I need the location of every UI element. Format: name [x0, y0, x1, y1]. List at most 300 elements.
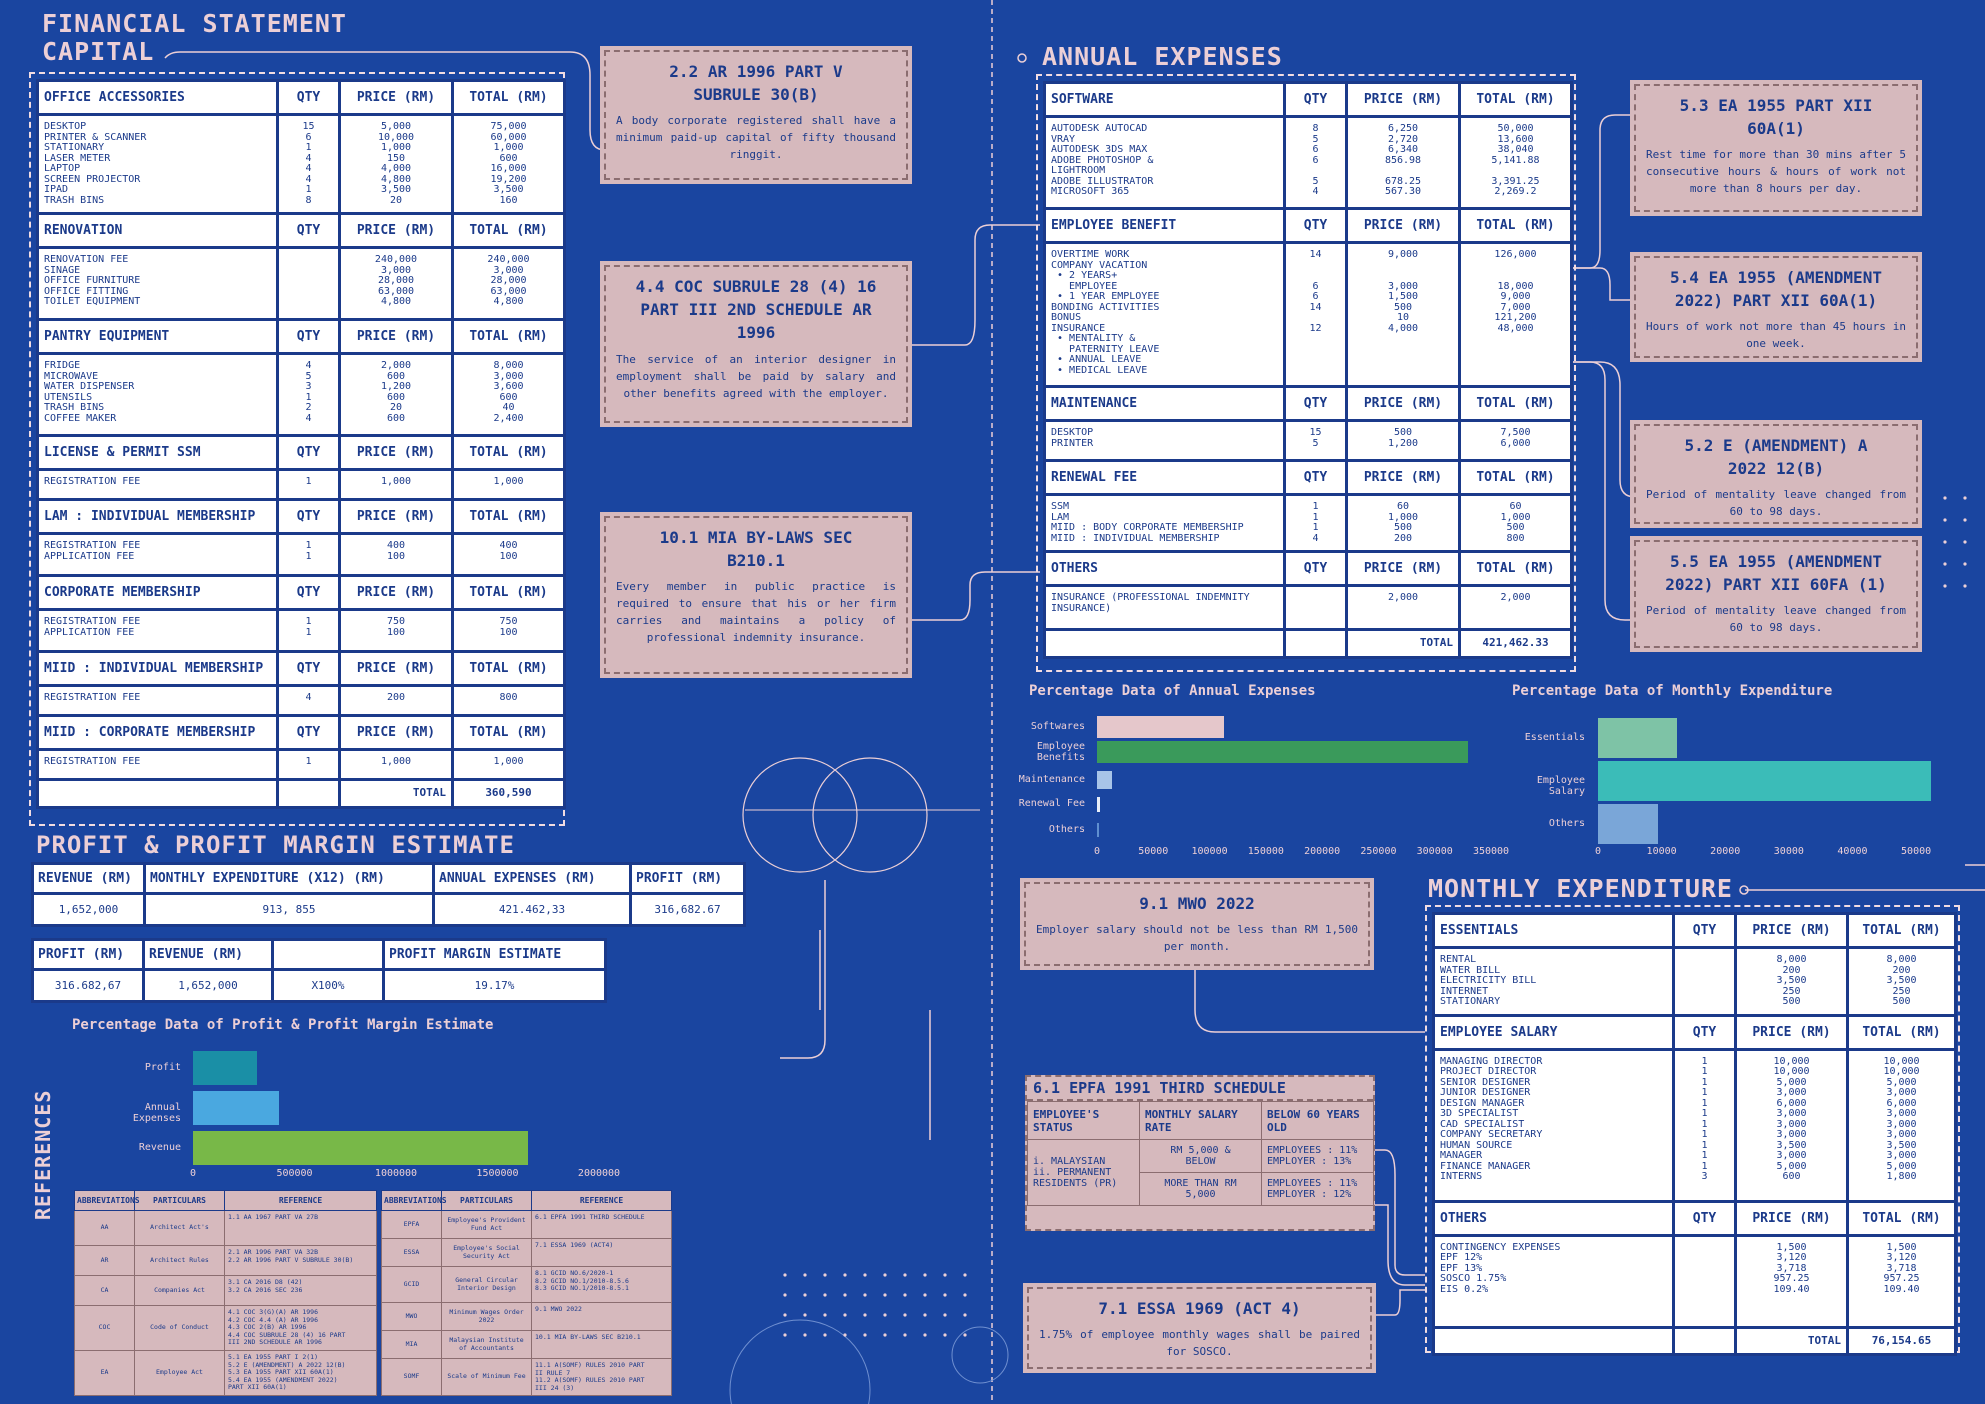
section-price: 10,000 10,000 5,000 3,000 6,000 3,000 3,000 3,000 3,500 3,000 5,000 600: [1736, 1049, 1848, 1201]
epfa-status: i. MALAYSIAN ii. PERMANENT RESIDENTS (PR): [1028, 1140, 1140, 1206]
ref-row: [75, 1246, 377, 1276]
capital-title-line2: CAPITAL: [42, 36, 155, 66]
note-title: 10.1 MIA BY-LAWS SEC B210.1: [659, 528, 853, 571]
section-items-row: [1045, 495, 1572, 552]
references-table-right: [381, 1190, 672, 1396]
section-items: OVERTIME WORK COMPANY VACATION • 2 YEARS+ EMPLOYEE • 1 YEAR EMPLOYEE BONDING ACTIVITIES BONUS INSURANCE • MENTALITY & PATERNITY LEAVE • ANNUAL LEAVE • MEDICAL LEAVE: [1045, 243, 1285, 387]
section-price: 2,000: [1347, 586, 1460, 630]
section-items: DESKTOP PRINTER & SCANNER STATIONARY LASER METER LAPTOP SCREEN PROJECTOR IPAD TRASH BINS: [38, 115, 278, 214]
section-header-row: [38, 214, 565, 248]
grand-total-row: [38, 780, 565, 808]
ref-reference: 10.1 MIA BY-LAWS SEC B210.1: [532, 1331, 672, 1359]
profit-table-2: [31, 938, 607, 1003]
ref-row: [75, 1276, 377, 1306]
chart-title: Percentage Data of Monthly Expenditure: [1512, 683, 1833, 699]
note-body: Period of mentality leave changed from 60 to 98 days.: [1646, 604, 1906, 635]
ref-reference: 6.1 EPFA 1991 THIRD SCHEDULE: [532, 1211, 672, 1239]
section-price: 8,000 200 3,500 250 500: [1736, 948, 1848, 1016]
section-items-row: [1045, 117, 1572, 209]
chart-title: Percentage Data of Annual Expenses: [1029, 683, 1316, 699]
grand-total-value: 360,590: [453, 780, 565, 808]
section-total: 7,500 6,000: [1460, 421, 1572, 461]
total-header: TOTAL (RM): [1460, 387, 1572, 421]
epfa-header-age: BELOW 60 YEARS OLD: [1262, 1102, 1374, 1140]
section-name: MAINTENANCE: [1045, 387, 1285, 421]
ref-header: ABBREVIATIONS: [382, 1191, 442, 1211]
section-items-row: [1434, 1235, 1956, 1327]
section-name: OTHERS: [1045, 552, 1285, 586]
note-body: Employer salary should not be less than RM 1,500 per month.: [1036, 923, 1358, 954]
ref-particulars: Employee Act: [135, 1351, 225, 1396]
total-header: TOTAL (RM): [1848, 914, 1956, 948]
value-profit-margin: 19.17%: [384, 970, 606, 1002]
section-items-row: [38, 115, 565, 214]
note-title: 5.2 E (AMENDMENT) A 2022 12(B): [1684, 436, 1868, 479]
ref-row: [382, 1267, 672, 1303]
note-title: 7.1 ESSA 1969 (ACT 4): [1098, 1299, 1301, 1318]
ref-abbreviation: AA: [75, 1211, 135, 1246]
ref-header: PARTICULARS: [442, 1191, 532, 1211]
value-profit: 316,682.67: [631, 894, 745, 926]
note-ea-60fa: [1634, 540, 1918, 648]
section-header-row: [38, 500, 565, 534]
section-qty: 14 6 6 14 12: [1285, 243, 1347, 387]
section-header-row: [1045, 209, 1572, 243]
grand-total-label: TOTAL: [340, 780, 453, 808]
total-header: TOTAL (RM): [453, 81, 565, 115]
total-header: TOTAL (RM): [1848, 1015, 1956, 1049]
section-items-row: [38, 534, 565, 576]
section-items: REGISTRATION FEE APPLICATION FEE: [38, 534, 278, 576]
note-essa-1969: [1027, 1287, 1372, 1369]
section-total: 800: [453, 686, 565, 716]
chart-tick-label: 2000000: [577, 1168, 621, 1179]
qty-header: QTY: [1285, 83, 1347, 117]
chart-tick-label: 0: [189, 1168, 197, 1179]
chart-tick-label: 500000: [276, 1168, 313, 1179]
total-header: TOTAL (RM): [1460, 461, 1572, 495]
capital-title: [42, 10, 347, 65]
section-price: 9,000 3,000 1,500 500 10 4,000: [1347, 243, 1460, 387]
price-header: PRICE (RM): [1736, 914, 1848, 948]
section-total: 10,000 10,000 5,000 3,000 6,000 3,000 3,000 3,000 3,500 3,000 5,000 1,800: [1848, 1049, 1956, 1201]
value-profit: 316.682,67: [33, 970, 144, 1002]
section-items: AUTODESK AUTOCAD VRAY AUTODESK 3DS MAX ADOBE PHOTOSHOP & LIGHTROOM ADOBE ILLUSTRATOR MICROSOFT 365: [1045, 117, 1285, 209]
qty-header: QTY: [278, 652, 340, 686]
chart-tick-label: 100000: [1191, 846, 1228, 857]
chart-tick-label: 10000: [1646, 846, 1677, 857]
section-price: 750 100: [340, 610, 453, 652]
ref-reference: 2.1 AR 1996 PART VA 32B 2.2 AR 1996 PART V SUBRULE 30(B): [225, 1246, 377, 1276]
total-header: TOTAL (RM): [453, 716, 565, 750]
ref-header: PARTICULARS: [135, 1191, 225, 1211]
section-total: 2,000: [1460, 586, 1572, 630]
ref-particulars: Code of Conduct: [135, 1306, 225, 1351]
qty-header: QTY: [278, 716, 340, 750]
section-header-row: [38, 320, 565, 354]
ref-header: ABBREVIATIONS: [75, 1191, 135, 1211]
price-header: PRICE (RM): [340, 652, 453, 686]
epfa-contribution: EMPLOYEES : 11% EMPLOYER : 12%: [1262, 1173, 1374, 1206]
section-items: RENOVATION FEE SINAGE OFFICE FURNITURE OFFICE FITTING TOILET EQUIPMENT: [38, 248, 278, 320]
section-qty: [1285, 586, 1347, 630]
epfa-title: 6.1 EPFA 1991 THIRD SCHEDULE: [1027, 1077, 1373, 1101]
references-table-left: [74, 1190, 377, 1396]
monthly-table-frame: [1425, 905, 1960, 1353]
section-items-row: [1434, 948, 1956, 1016]
section-qty: 1 1: [278, 534, 340, 576]
section-total: 50,000 13,600 38,040 5,141.88 3,391.25 2,269.2: [1460, 117, 1572, 209]
chart-category-label: Renewal Fee: [1018, 798, 1085, 809]
empty-cell: [1674, 1327, 1736, 1355]
ref-row: [75, 1211, 377, 1246]
epfa-schedule-box: [1025, 1075, 1375, 1231]
qty-header: QTY: [278, 81, 340, 115]
price-header: PRICE (RM): [1736, 1015, 1848, 1049]
monthly-expenditure-title: MONTHLY EXPENDITURE: [1428, 874, 1733, 903]
chart-category-label: Others: [1548, 818, 1585, 829]
note-body: Hours of work not more than 45 hours in one week.: [1646, 320, 1906, 351]
section-qty: 1 1: [278, 610, 340, 652]
capital-title-line1: FINANCIAL STATEMENT: [42, 9, 347, 38]
section-total: 8,000 200 3,500 250 500: [1848, 948, 1956, 1016]
section-header-row: [1045, 552, 1572, 586]
note-body: The service of an interior designer in employment shall be paid by salary and other benefits agreed with the employer.: [616, 352, 896, 400]
section-header-row: [38, 436, 565, 470]
section-items: MANAGING DIRECTOR PROJECT DIRECTOR SENIOR DESIGNER JUNIOR DESIGNER DESIGN MANAGER 3D SPECIALIST CAD SPECIALIST COMPANY SECRETARY HUMAN SOURCE MANAGER FINANCE MANAGER INTERNS: [1434, 1049, 1674, 1201]
chart-tick-label: 0: [1594, 846, 1602, 857]
price-header: PRICE (RM): [1347, 461, 1460, 495]
grand-total-row: [1045, 630, 1572, 658]
epfa-rate: MORE THAN RM 5,000: [1140, 1173, 1262, 1206]
qty-header: QTY: [1285, 552, 1347, 586]
ref-header: REFERENCE: [532, 1191, 672, 1211]
ref-reference: 7.1 ESSA 1969 (ACT4): [532, 1239, 672, 1267]
section-name: EMPLOYEE SALARY: [1434, 1015, 1674, 1049]
qty-header: QTY: [1285, 387, 1347, 421]
section-header-row: [1045, 83, 1572, 117]
section-items: SSM LAM MIID : BODY CORPORATE MEMBERSHIP MIID : INDIVIDUAL MEMBERSHIP: [1045, 495, 1285, 552]
ref-particulars: Malaysian Institute of Accountants: [442, 1331, 532, 1359]
section-header-row: [1434, 914, 1956, 948]
section-header-row: [38, 81, 565, 115]
value-monthly-expenditure: 913, 855: [145, 894, 434, 926]
epfa-rate: RM 5,000 & BELOW: [1140, 1140, 1262, 1173]
ref-reference: 1.1 AA 1967 PART VA 27B: [225, 1211, 377, 1246]
ref-header-row: [382, 1191, 672, 1211]
price-header: PRICE (RM): [340, 320, 453, 354]
ref-header: REFERENCE: [225, 1191, 377, 1211]
section-name: LAM : INDIVIDUAL MEMBERSHIP: [38, 500, 278, 534]
header-profit-margin-estimate: PROFIT MARGIN ESTIMATE: [384, 940, 606, 970]
section-header-row: [1434, 1201, 1956, 1235]
chart-tick-label: 30000: [1773, 846, 1804, 857]
section-qty: 4 5 3 1 2 4: [278, 354, 340, 436]
ref-particulars: Minimum Wages Order 2022: [442, 1303, 532, 1331]
chart-tick-label: 1000000: [374, 1168, 418, 1179]
section-name: RENOVATION: [38, 214, 278, 248]
qty-header: QTY: [278, 436, 340, 470]
qty-header: QTY: [1285, 461, 1347, 495]
section-qty: 1: [278, 750, 340, 780]
ref-abbreviation: EA: [75, 1351, 135, 1396]
epfa-header-status: EMPLOYEE'S STATUS: [1028, 1102, 1140, 1140]
note-body: Rest time for more than 30 mins after 5 consecutive hours & hours of work not more than 8 hours per day.: [1646, 148, 1906, 196]
section-items-row: [38, 686, 565, 716]
qty-header: QTY: [1285, 209, 1347, 243]
section-total: 60 1,000 500 800: [1460, 495, 1572, 552]
section-total: 1,000: [453, 470, 565, 500]
empty-cell: [1045, 630, 1285, 658]
section-items-row: [1045, 586, 1572, 630]
section-items-row: [38, 610, 565, 652]
ref-abbreviation: MIA: [382, 1331, 442, 1359]
header-revenue: REVENUE (RM): [144, 940, 273, 970]
section-price: 2,000 600 1,200 600 20 600: [340, 354, 453, 436]
price-header: PRICE (RM): [1736, 1201, 1848, 1235]
ref-reference: 9.1 MWO 2022: [532, 1303, 672, 1331]
section-qty: 1 1 1 4: [1285, 495, 1347, 552]
section-name: RENEWAL FEE: [1045, 461, 1285, 495]
note-title: 5.4 EA 1955 (AMENDMENT 2022) PART XII 60A(1): [1670, 268, 1882, 311]
qty-header: QTY: [278, 214, 340, 248]
section-items-row: [38, 354, 565, 436]
chart-tick-label: 50000: [1138, 846, 1169, 857]
grand-total-row: [1434, 1327, 1956, 1355]
price-header: PRICE (RM): [340, 214, 453, 248]
chart-tick-label: 300000: [1416, 846, 1453, 857]
price-header: PRICE (RM): [1347, 209, 1460, 243]
section-name: LICENSE & PERMIT SSM: [38, 436, 278, 470]
section-name: PANTRY EQUIPMENT: [38, 320, 278, 354]
section-total: 8,000 3,000 3,600 600 40 2,400: [453, 354, 565, 436]
empty-cell: [38, 780, 278, 808]
note-body: Period of mentality leave changed from 60 to 98 days.: [1646, 488, 1906, 519]
ref-abbreviation: ESSA: [382, 1239, 442, 1267]
qty-header: QTY: [278, 320, 340, 354]
section-items: DESKTOP PRINTER: [1045, 421, 1285, 461]
chart-category-label: Employee Benefits: [1036, 741, 1085, 763]
chart-tick-label: 200000: [1304, 846, 1341, 857]
empty-cell: [1285, 630, 1347, 658]
section-header-row: [1045, 387, 1572, 421]
ref-abbreviation: SOMF: [382, 1359, 442, 1396]
section-price: 1,000: [340, 470, 453, 500]
section-total: 750 100: [453, 610, 565, 652]
section-price: 5,000 10,000 1,000 150 4,000 4,800 3,500 20: [340, 115, 453, 214]
qty-header: QTY: [278, 500, 340, 534]
chart-category-label: Maintenance: [1018, 774, 1085, 785]
header-monthly-expenditure: MONTHLY EXPENDITURE (X12) (RM): [145, 864, 434, 894]
section-name: MIID : CORPORATE MEMBERSHIP: [38, 716, 278, 750]
section-total: 1,000: [453, 750, 565, 780]
ref-row: [75, 1306, 377, 1351]
annual-table: [1043, 81, 1573, 659]
ref-row: [382, 1359, 672, 1396]
section-items-row: [1434, 1049, 1956, 1201]
price-header: PRICE (RM): [340, 576, 453, 610]
empty-cell: [278, 780, 340, 808]
price-header: PRICE (RM): [340, 436, 453, 470]
monthly-table: [1432, 912, 1957, 1356]
ref-particulars: General Circular Interior Design: [442, 1267, 532, 1303]
grand-total-label: TOTAL: [1347, 630, 1460, 658]
section-price: 60 1,000 500 200: [1347, 495, 1460, 552]
note-body: 1.75% of employee monthly wages shall be paired for SOSCO.: [1039, 1328, 1360, 1359]
ref-reference: 4.1 COC 3(G)(A) AR 1996 4.2 COC 4.4 (A) AR 1996 4.3 COC 2(B) AR 1996 4.4 COC SUBRULE 28 (4) 16 PART III 2ND SCHEDULE AR 1996: [225, 1306, 377, 1351]
section-header-row: [38, 716, 565, 750]
qty-header: QTY: [1674, 1015, 1736, 1049]
note-mia-bylaws: [604, 516, 908, 674]
section-name: ESSENTIALS: [1434, 914, 1674, 948]
chart-category-label: Essentials: [1524, 732, 1585, 743]
section-items-row: [1045, 421, 1572, 461]
section-name: MIID : INDIVIDUAL MEMBERSHIP: [38, 652, 278, 686]
ref-abbreviation: CA: [75, 1276, 135, 1306]
chart-tick-label: 40000: [1837, 846, 1868, 857]
section-price: 500 1,200: [1347, 421, 1460, 461]
section-items: REGISTRATION FEE: [38, 470, 278, 500]
total-header: TOTAL (RM): [453, 320, 565, 354]
section-header-row: [1434, 1015, 1956, 1049]
grand-total-label: TOTAL: [1736, 1327, 1848, 1355]
section-total: 75,000 60,000 1,000 600 16,000 19,200 3,500 160: [453, 115, 565, 214]
chart-category-label: Annual Expenses: [132, 1102, 181, 1124]
note-body: Every member in public practice is required to ensure that his or her firm carries and maintains a policy of professional indemnity insurance.: [616, 580, 896, 645]
ref-row: [382, 1331, 672, 1359]
price-header: PRICE (RM): [1347, 552, 1460, 586]
chart-tick-label: 20000: [1710, 846, 1741, 857]
header-revenue: REVENUE (RM): [33, 864, 145, 894]
profit-table-1: [31, 862, 746, 927]
value-multiplier: X100%: [273, 970, 384, 1002]
ref-row: [382, 1211, 672, 1239]
section-items: RENTAL WATER BILL ELECTRICITY BILL INTERNET STATIONARY: [1434, 948, 1674, 1016]
total-header: TOTAL (RM): [453, 214, 565, 248]
section-total: 400 100: [453, 534, 565, 576]
value-annual-expenses: 421.462,33: [434, 894, 631, 926]
section-items: INSURANCE (PROFESSIONAL INDEMNITY INSURANCE): [1045, 586, 1285, 630]
ref-reference: 3.1 CA 2016 D8 (42) 3.2 CA 2016 SEC 236: [225, 1276, 377, 1306]
note-coc-subrule: [604, 265, 908, 423]
section-name: CORPORATE MEMBERSHIP: [38, 576, 278, 610]
section-items: FRIDGE MICROWAVE WATER DISPENSER UTENSILS TRASH BINS COFFEE MAKER: [38, 354, 278, 436]
chart-tick-label: 0: [1093, 846, 1101, 857]
section-total: 126,000 18,000 9,000 7,000 121,200 48,000: [1460, 243, 1572, 387]
note-title: 9.1 MWO 2022: [1139, 894, 1255, 913]
note-ar-1996: [604, 50, 908, 180]
grand-total-value: 421,462.33: [1460, 630, 1572, 658]
capital-table-frame: [29, 72, 565, 826]
chart-tick-label: 50000: [1901, 846, 1932, 857]
section-qty: 8 5 6 6 5 4: [1285, 117, 1347, 209]
price-header: PRICE (RM): [340, 716, 453, 750]
section-name: OFFICE ACCESSORIES: [38, 81, 278, 115]
grand-total-value: 76,154.65: [1848, 1327, 1956, 1355]
section-qty: [1674, 1235, 1736, 1327]
ref-particulars: Employee's Social Security Act: [442, 1239, 532, 1267]
section-price: 6,250 2,720 6,340 856.98 678.25 567.30: [1347, 117, 1460, 209]
chart-title: Percentage Data of Profit & Profit Margin Estimate: [72, 1017, 494, 1033]
ref-abbreviation: MWO: [382, 1303, 442, 1331]
ref-particulars: Scale of Minimum Fee: [442, 1359, 532, 1396]
ref-particulars: Architect Rules: [135, 1246, 225, 1276]
section-qty: 1: [278, 470, 340, 500]
profit-title: PROFIT & PROFIT MARGIN ESTIMATE: [36, 831, 515, 859]
price-header: PRICE (RM): [1347, 387, 1460, 421]
chart-tick-label: 150000: [1247, 846, 1284, 857]
chart-tick-label: 350000: [1472, 846, 1510, 857]
header-profit: PROFIT (RM): [33, 940, 144, 970]
ref-header-row: [75, 1191, 377, 1211]
ref-particulars: Companies Act: [135, 1276, 225, 1306]
value-revenue: 1,652,000: [144, 970, 273, 1002]
section-price: 400 100: [340, 534, 453, 576]
section-items-row: [38, 248, 565, 320]
section-qty: 4: [278, 686, 340, 716]
section-name: OTHERS: [1434, 1201, 1674, 1235]
note-e-amendment-12b: [1634, 424, 1918, 524]
price-header: PRICE (RM): [1347, 83, 1460, 117]
qty-header: QTY: [278, 576, 340, 610]
ref-reference: 8.1 GCID NO.6/2020-1 8.2 GCID NO.1/2010-8.5.6 8.3 GCID NO.1/2010-8.5.1: [532, 1267, 672, 1303]
section-total: 1,500 3,120 3,718 957.25 109.40: [1848, 1235, 1956, 1327]
total-header: TOTAL (RM): [1460, 209, 1572, 243]
total-header: TOTAL (RM): [453, 436, 565, 470]
section-price: 200: [340, 686, 453, 716]
ref-abbreviation: GCID: [382, 1267, 442, 1303]
ref-row: [382, 1239, 672, 1267]
ref-abbreviation: COC: [75, 1306, 135, 1351]
value-revenue: 1,652,000: [33, 894, 145, 926]
section-items-row: [1045, 243, 1572, 387]
chart-category-label: Profit: [144, 1062, 181, 1073]
header-blank: [273, 940, 384, 970]
ref-particulars: Employee's Provident Fund Act: [442, 1211, 532, 1239]
annual-expenses-title: ANNUAL EXPENSES: [1042, 42, 1283, 71]
chart-tick-label: 250000: [1360, 846, 1397, 857]
header-profit: PROFIT (RM): [631, 864, 745, 894]
section-name: EMPLOYEE BENEFIT: [1045, 209, 1285, 243]
chart-category-label: Others: [1048, 824, 1085, 835]
section-price: 1,000: [340, 750, 453, 780]
price-header: PRICE (RM): [340, 81, 453, 115]
note-title: 5.5 EA 1955 (AMENDMENT 2022) PART XII 60FA (1): [1665, 552, 1887, 595]
note-title: 2.2 AR 1996 PART V SUBRULE 30(B): [669, 62, 843, 105]
ref-reference: 5.1 EA 1955 PART I 2(1) 5.2 E (AMENDMENT) A 2022 12(B) 5.3 EA 1955 PART XII 60A(1) 5.4 EA 1955 (AMENDMENT 2022) PART XII 60A(1): [225, 1351, 377, 1396]
chart-category-label: Employee Salary: [1536, 775, 1585, 797]
section-header-row: [38, 576, 565, 610]
header-annual-expenses: ANNUAL EXPENSES (RM): [434, 864, 631, 894]
section-header-row: [38, 652, 565, 686]
ref-particulars: Architect Act's: [135, 1211, 225, 1246]
epfa-contribution: EMPLOYEES : 11% EMPLOYER : 13%: [1262, 1140, 1374, 1173]
total-header: TOTAL (RM): [1848, 1201, 1956, 1235]
annual-table-frame: [1036, 74, 1576, 672]
total-header: TOTAL (RM): [1460, 552, 1572, 586]
ref-abbreviation: EPFA: [382, 1211, 442, 1239]
ref-row: [75, 1351, 377, 1396]
section-items: CONTINGENCY EXPENSES EPF 12% EPF 13% SOSCO 1.75% EIS 0.2%: [1434, 1235, 1674, 1327]
note-body: A body corporate registered shall have a minimum paid-up capital of fifty thousand ringgit.: [616, 114, 896, 162]
ref-reference: 11.1 A(SOMF) RULES 2010 PART II RULE 7 11.2 A(SOMF) RULES 2010 PART III 24 (3): [532, 1359, 672, 1396]
chart-category-label: Softwares: [1030, 721, 1085, 732]
price-header: PRICE (RM): [340, 500, 453, 534]
note-ea-amendment-60a: [1634, 256, 1918, 358]
section-items: REGISTRATION FEE APPLICATION FEE: [38, 610, 278, 652]
ref-row: [382, 1303, 672, 1331]
qty-header: QTY: [1674, 1201, 1736, 1235]
